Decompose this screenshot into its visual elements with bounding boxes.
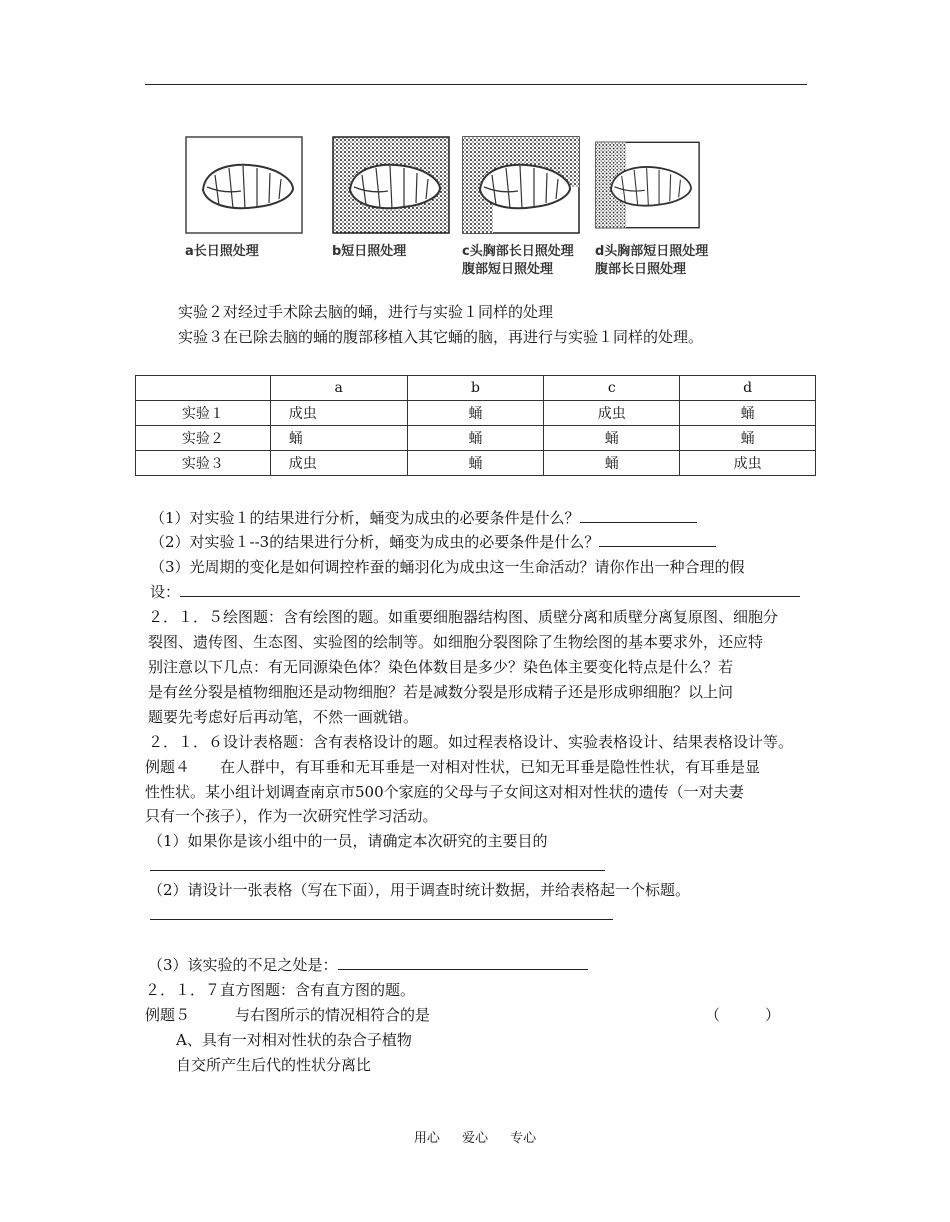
example-4-line: 例题４ 在人群中，有耳垂和无耳垂是一对相对性状，已知无耳垂是隐性性状，有耳垂是显 [145, 758, 761, 776]
table-cell [136, 376, 271, 401]
pupa-illustration-b [332, 135, 450, 235]
figure-a [185, 135, 303, 259]
example-4-line: 只有一个孩子），作为一次研究性学习活动。 [145, 807, 438, 825]
figure-caption: b短日照处理 [332, 244, 407, 259]
section-215-line: 题要先考虑好后再动笔，不然一画就错。 [148, 708, 419, 726]
table-cell: 蛹 [407, 451, 544, 476]
table-cell: 成虫 [270, 401, 407, 426]
table-cell: 实验２ [136, 426, 271, 451]
table-cell: 蛹 [544, 426, 680, 451]
figure-caption: a长日照处理 [185, 244, 259, 259]
experiment-2-text: 实验２对经过手术除去脑的蛹，进行与实验１同样的处理 [178, 303, 554, 321]
results-table [135, 375, 816, 476]
example-4-q1: （1）如果你是该小组中的一员，请确定本次研究的主要目的 [148, 832, 548, 850]
answer-line [150, 919, 613, 920]
footer-word: 用心 [413, 1131, 440, 1146]
answer-blank [580, 508, 697, 523]
question-3-cont: 设： [150, 582, 800, 602]
answer-line [150, 870, 605, 871]
question-2: （2）对实验１--3的结果进行分析，蛹变为成虫的必要条件是什么？ [150, 532, 716, 552]
section-215-line: 别注意以下几点：有无同源染色体？染色体数目是多少？染色体主要变化特点是什么？若 [148, 658, 734, 676]
figure-caption: d头胸部短日照处理 腹部长日照处理 [595, 244, 709, 277]
table-cell: 蛹 [544, 451, 680, 476]
example-5-option-a-cont: 自交所产生后代的性状分离比 [176, 1056, 372, 1074]
section-215-line: ２．１．５绘图题：含有绘图的题。如重要细胞器结构图、质壁分离和质壁分离复原图、细胞分 [148, 608, 779, 626]
table-cell: 蛹 [680, 426, 816, 451]
footer-word: 爱心 [461, 1131, 488, 1146]
example-4-line: 性性状。某小组计划调查南京市500个家庭的父母与子女间这对相对性状的遗传（一对夫妻 [145, 783, 744, 801]
table-cell: 实验１ [136, 401, 271, 426]
table-cell: c [544, 376, 680, 401]
question-3: （3）光周期的变化是如何调控柞蚕的蛹羽化为成虫这一生命活动？请你作出一种合理的假 [150, 558, 745, 576]
pupa-illustration-a [185, 135, 303, 235]
example-5-title: 例题５ 与右图所示的情况相符合的是 [145, 1006, 431, 1024]
figure-c [462, 135, 580, 277]
figure-d [595, 135, 713, 277]
answer-blank [180, 582, 800, 597]
table-row [136, 451, 816, 476]
table-cell: 成虫 [680, 451, 816, 476]
table-cell: 蛹 [407, 401, 544, 426]
section-215-line: 裂图、遗传图、生态图、实验图的绘制等。如细胞分裂图除了生物绘图的基本要求外，还应特 [148, 633, 764, 651]
example-4-q3: （3）该实验的不足之处是： [148, 955, 588, 975]
pupa-illustration-c [462, 135, 580, 235]
example-4-q2: （2）请设计一张表格（写在下面），用于调查时统计数据，并给表格起一个标题。 [148, 881, 691, 899]
figure-b [332, 135, 450, 259]
question-1: （1）对实验１的结果进行分析，蛹变为成虫的必要条件是什么？ [150, 508, 697, 528]
table-cell: d [680, 376, 816, 401]
page-footer [0, 1127, 950, 1146]
table-cell: 成虫 [270, 451, 407, 476]
experiment-3-text: 实验３在已除去脑的蛹的腹部移植入其它蛹的脑，再进行与实验１同样的处理。 [178, 328, 704, 346]
footer-word: 专心 [510, 1131, 537, 1146]
table-row [136, 426, 816, 451]
answer-blank [338, 955, 588, 970]
table-cell: 蛹 [270, 426, 407, 451]
pupa-figures [185, 135, 725, 290]
table-cell: 实验３ [136, 451, 271, 476]
table-cell: 成虫 [544, 401, 680, 426]
header-rule [145, 84, 807, 85]
table-cell: a [270, 376, 407, 401]
example-5-option-a: A、具有一对相对性状的杂合子植物 [176, 1031, 412, 1049]
example-5-answer-paren: （ ） [705, 1006, 781, 1024]
table-cell: 蛹 [680, 401, 816, 426]
table-cell: 蛹 [407, 426, 544, 451]
section-215-line: 是有丝分裂是植物细胞还是动物细胞？若是减数分裂是形成精子还是形成卵细胞？以上问 [148, 683, 734, 701]
table-header-row [136, 376, 816, 401]
answer-blank [599, 532, 716, 547]
section-216: ２．１．６设计表格题：含有表格设计的题。如过程表格设计、实验表格设计、结果表格设计等。 [148, 733, 794, 751]
pupa-illustration-d [595, 135, 700, 235]
section-217: ２．１．７直方图题：含有直方图的题。 [145, 981, 416, 999]
table-row [136, 401, 816, 426]
table-cell: b [407, 376, 544, 401]
figure-caption: c头胸部长日照处理 腹部短日照处理 [462, 244, 574, 277]
